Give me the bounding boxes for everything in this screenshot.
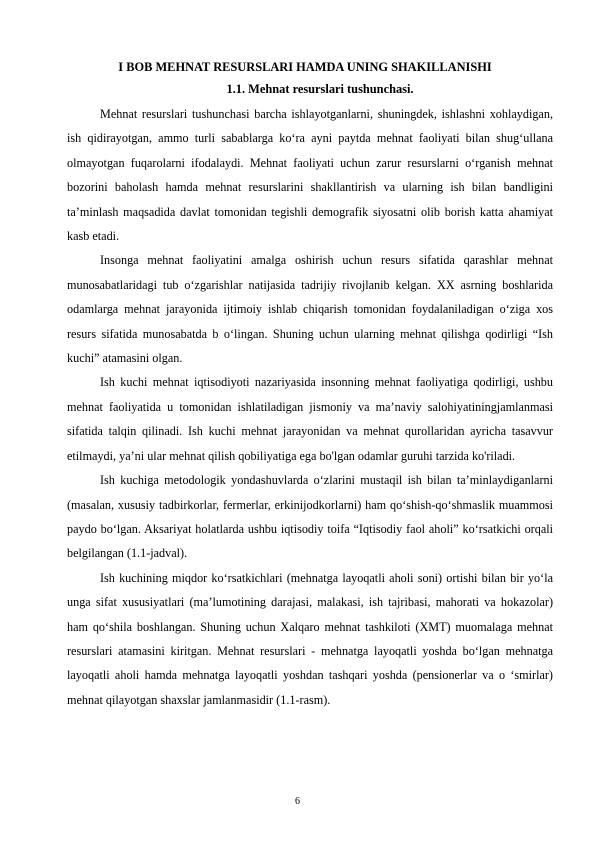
paragraph-3: Ish kuchi mehnat iqtisodiyoti nazariyasida insonning mehnat faoliyatiga qodirligi, ushbu mehnat faoliyatida u tomonidan ishlatiladigan jismoniy va ma’naviy salohiyatiningjamlanmasi sifatida talqin qilinadi. Ish kuchi mehnat jarayonidan va mehnat qurollaridan ayricha tasavvur etilmaydi, ya’ni ular mehnat qilish qobiliyatiga ega bo'lgan odamlar guruhi tarzida ko'riladi. <box>67 375 553 463</box>
paragraph-4: Ish kuchiga metodologik yondashuvlarda o‘zlarini mustaqil ish bilan ta’minlaydiganlarni (masalan, xususiy tadbirkorlar, fermerlar, erkinijodkorlarni) ham qo‘shish-qo‘shmaslik muammosi paydo bo‘lgan. Aksariyat holatlarda ushbu iqtisodiy toifa “Iqtisodiy faol aholi” ko‘rsatkichi orqali belgilangan (1.1-jadval). <box>67 473 553 561</box>
chapter-title: I BOB MEHNAT RESURSLARI HAMDA UNING SHAKILLANISHI <box>118 60 492 74</box>
page-number: 6 <box>295 796 300 807</box>
paragraph-5: Ish kuchining miqdor ko‘rsatkichlari (mehnatga layoqatli aholi soni) ortishi bilan bir yo‘la unga sifat xususiyatlari (ma’lumotining darajasi, malakasi, ish tajribasi, mahorati va hokazolar) ham qo‘shila boshlangan. Shuning uchun Xalqaro mehnat tashkiloti (XMT) muomalaga mehnat resurslari atamasini kiritgan. Mehnat resurslari - mehnatga layoqatli yoshda bo‘lgan mehnatga layoqatli aholi hamda mehnatga layoqatli yoshdan tashqari yoshda (pensionerlar va o ‘smirlar) mehnat qilayotgan shaxslar jamlanmasidir (1.1-rasm). <box>67 570 553 707</box>
body-text <box>67 102 553 712</box>
paragraph-1: Mehnat resurslari tushunchasi barcha ishlayotganlarni, shuningdek, ishlashni xohlaydigan, ish qidirayotgan, ammo turli sabablarga ko‘ra ayni paytda mehnat faoliyati bilan shug‘ullana olmayotgan fuqarolarni ifodalaydi. Mehnat faoliyati uchun zarur resurslarni o‘rganish mehnat bozorini baholash hamda mehnat resurslarini shakllantirish va ularning ish bilan bandligini ta’minlash maqsadida davlat tomonidan tegishli demografik siyosatni olib borish katta ahamiyat kasb etadi. <box>67 107 553 244</box>
paragraph-2: Insonga mehnat faoliyatini amalga oshirish uchun resurs sifatida qarashlar mehnat munosabatlaridagi tub o‘zgarishlar natijasida tadrijiy rivojlanib kelgan. XX asrning boshlarida odamlarga mehnat jarayonida ijtimoiy ishlab chiqarish tomonidan foydalaniladigan o‘ziga xos resurs sifatida munosabatda b o‘lingan. Shuning uchun ularning mehnat qilishga qodirligi “Ish kuchi” atamasini olgan. <box>67 253 553 366</box>
section-title: 1.1. Mehnat resurslari tushunchasi. <box>226 82 414 96</box>
